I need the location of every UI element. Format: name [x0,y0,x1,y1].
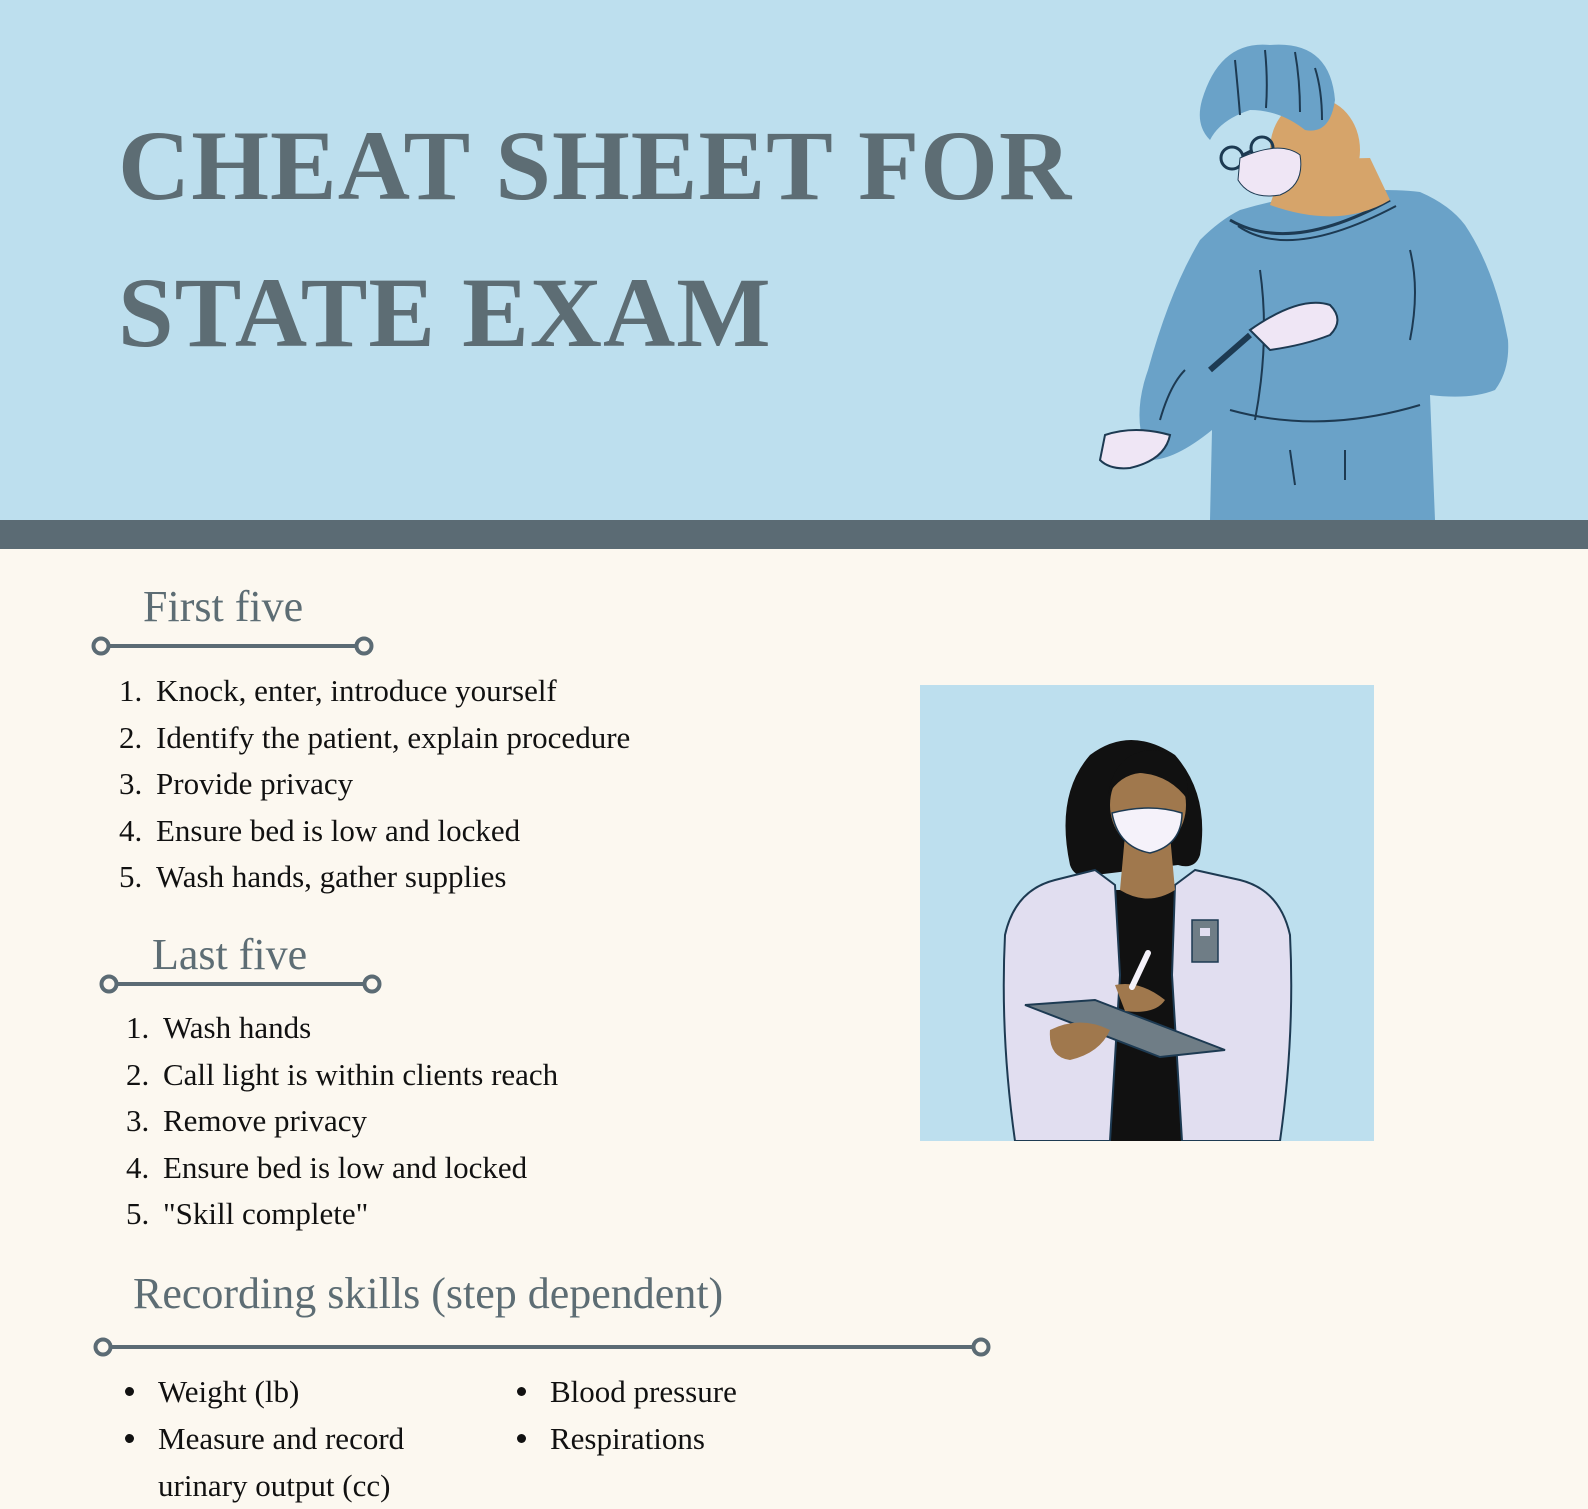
list-item: 4. Ensure bed is low and locked [119,812,521,848]
recording-skills-list-col2 [514,1368,834,1462]
list-item: 5. Wash hands, gather supplies [119,859,507,894]
connector-line-icon [88,634,378,658]
last-five-list [126,1005,558,1238]
first-five-list [119,668,630,901]
list-item: Weight (lb) [122,1368,442,1415]
list-item: 5. "Skill complete" [126,1196,369,1231]
page-title-line-1: CHEAT SHEET FOR [118,110,1073,221]
list-item: 2. Identify the patient, explain procedure [119,719,631,755]
page-title-line-2: STATE EXAM [118,257,772,368]
list-item: 2. Call light is within clients reach [126,1056,559,1092]
list-item: Measure and record urinary output (cc) [122,1415,442,1509]
section-title-last-five: Last five [152,930,308,979]
header-banner [0,0,1588,520]
connector-line-icon [96,972,386,996]
list-item: 3. Remove privacy [126,1103,368,1138]
doctor-illustration-panel [920,685,1374,1141]
section-title-first-five: First five [143,582,304,631]
list-item: 3. Provide privacy [119,766,354,801]
header-divider-bar [0,520,1588,549]
list-item: 4. Ensure bed is low and locked [126,1149,528,1185]
recording-skills-list-col1 [122,1368,442,1509]
list-item: Respirations [514,1415,834,1462]
section-title-recording-skills: Recording skills (step dependent) [133,1269,724,1318]
list-item: Blood pressure [514,1368,834,1415]
doctor-illustration [920,685,1374,1141]
connector-line-icon [90,1335,1000,1359]
surgeon-illustration [1090,40,1530,520]
list-item: 1. Wash hands [126,1010,312,1045]
list-item: 1. Knock, enter, introduce yourself [119,673,557,708]
